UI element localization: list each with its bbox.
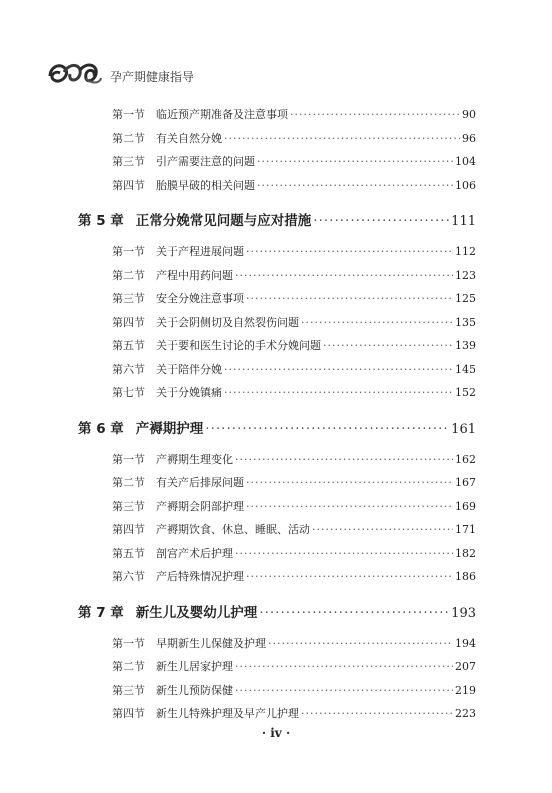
toc-section-entry[interactable]	[112, 130, 476, 146]
section-page-number: 123	[455, 268, 476, 282]
section-page-number: 106	[455, 178, 476, 192]
section-label: 第三节	[112, 292, 145, 305]
section-label: 第二节	[112, 131, 145, 145]
section-page-number: 125	[455, 292, 476, 305]
chapter-label: 第 6 章	[78, 420, 124, 437]
section-title: 有关自然分娩	[156, 131, 222, 145]
section-label: 第二节	[112, 660, 145, 673]
toc-section-entry[interactable]	[112, 153, 476, 169]
section-page-number: 219	[455, 683, 476, 697]
section-label: 第五节	[112, 546, 145, 560]
section-label: 第四节	[112, 707, 145, 720]
toc-section-entry[interactable]	[112, 314, 476, 330]
section-page-number: 162	[455, 452, 476, 466]
section-page-number: 152	[455, 386, 476, 399]
toc-section-entry[interactable]	[112, 498, 476, 514]
dot-leader	[301, 316, 453, 329]
toc-section-entry[interactable]	[112, 290, 476, 306]
toc-section-entry[interactable]	[112, 705, 476, 721]
toc-section-entry[interactable]	[112, 106, 476, 122]
section-page-number: 169	[455, 499, 476, 513]
section-title: 关于会阴侧切及自然裂伤问题	[156, 315, 299, 329]
section-page-number: 186	[455, 570, 476, 583]
dot-leader	[246, 476, 453, 489]
section-title: 安全分娩注意事项	[156, 292, 244, 305]
section-title: 关于要和医生讨论的手术分娩问题	[156, 339, 321, 352]
section-page-number: 135	[455, 315, 476, 329]
dot-leader	[235, 269, 453, 282]
dot-leader	[257, 155, 453, 168]
toc-section-entry[interactable]	[112, 635, 476, 651]
dot-leader	[290, 108, 460, 121]
section-page-number: 96	[462, 131, 476, 145]
section-title: 新生儿居家护理	[156, 660, 233, 673]
dot-leader	[312, 523, 453, 536]
section-title: 产后特殊情况护理	[156, 570, 244, 583]
section-page-number: 145	[455, 362, 476, 376]
section-page-number: 112	[455, 245, 476, 258]
section-title: 剖宫产术后护理	[156, 546, 233, 560]
section-title: 产褥期饮食、休息、睡眠、活动	[156, 523, 310, 536]
dot-leader	[257, 179, 453, 192]
dot-leader	[259, 605, 449, 621]
chapter-title: 新生儿及婴幼儿护理	[135, 604, 258, 621]
running-header	[46, 58, 194, 88]
ribbon-logo-icon	[46, 58, 104, 88]
dot-leader	[246, 570, 453, 583]
dot-leader	[301, 707, 453, 720]
toc-section-entry[interactable]	[112, 243, 476, 259]
section-label: 第二节	[112, 476, 145, 489]
dot-leader	[235, 684, 453, 697]
dot-leader	[246, 292, 453, 305]
section-label: 第五节	[112, 339, 145, 352]
section-label: 第七节	[112, 386, 145, 399]
section-label: 第二节	[112, 268, 145, 282]
section-page-number: 182	[455, 546, 476, 560]
section-label: 第三节	[112, 499, 145, 513]
section-page-number: 90	[462, 108, 476, 121]
toc-chapter-entry[interactable]	[78, 601, 476, 621]
toc-section-entry[interactable]	[112, 568, 476, 584]
chapter-label: 第 7 章	[78, 604, 124, 621]
section-title: 关于陪伴分娩	[156, 362, 222, 376]
dot-leader	[235, 547, 453, 560]
section-page-number: 194	[455, 636, 476, 650]
section-title: 临近预产期准备及注意事项	[156, 108, 288, 121]
dot-leader	[205, 421, 449, 437]
section-title: 产程中用药问题	[156, 268, 233, 282]
toc-section-entry[interactable]	[112, 521, 476, 537]
dot-leader	[224, 386, 453, 399]
toc-section-entry[interactable]	[112, 545, 476, 561]
chapter-page-number: 193	[451, 605, 476, 621]
dot-leader	[224, 363, 453, 376]
toc-section-entry[interactable]	[112, 451, 476, 467]
section-label: 第三节	[112, 683, 145, 697]
section-title: 产褥期生理变化	[156, 452, 233, 466]
section-title: 引产需要注意的问题	[156, 155, 255, 168]
chapter-title: 产褥期护理	[135, 420, 204, 437]
chapter-label: 第 5 章	[78, 213, 124, 229]
section-page-number: 171	[455, 523, 476, 536]
section-page-number: 139	[455, 339, 476, 352]
toc-section-entry[interactable]	[112, 337, 476, 353]
section-title: 新生儿预防保健	[156, 683, 233, 697]
section-title: 关于分娩镇痛	[156, 386, 222, 399]
dot-leader	[313, 213, 449, 229]
dot-leader	[323, 339, 453, 352]
section-title: 产褥期会阴部护理	[156, 499, 244, 513]
toc-section-entry[interactable]	[112, 474, 476, 490]
section-label: 第三节	[112, 155, 145, 168]
section-title: 新生儿特殊护理及早产儿护理	[156, 707, 299, 720]
chapter-page-number: 111	[451, 214, 476, 229]
page-number: · iv ·	[261, 726, 291, 740]
dot-leader	[224, 132, 460, 145]
toc-section-entry[interactable]	[112, 658, 476, 674]
toc-section-entry[interactable]	[112, 177, 476, 193]
toc-chapter-entry[interactable]	[78, 417, 476, 437]
section-title: 胎膜早破的相关问题	[156, 178, 255, 192]
section-page-number: 223	[455, 707, 476, 720]
toc-section-entry[interactable]	[112, 384, 476, 400]
chapter-title: 正常分娩常见问题与应对措施	[135, 213, 312, 229]
header-title: 孕产期健康指导	[110, 69, 195, 84]
dot-leader	[268, 637, 453, 650]
toc-section-entry[interactable]	[112, 267, 476, 283]
section-label: 第四节	[112, 178, 145, 192]
section-page-number: 167	[455, 476, 476, 489]
section-label: 第四节	[112, 523, 145, 536]
section-title: 早期新生儿保健及护理	[156, 636, 266, 650]
dot-leader	[235, 660, 453, 673]
dot-leader	[246, 245, 453, 258]
section-title: 有关产后排尿问题	[156, 476, 244, 489]
section-title: 关于产程进展问题	[156, 245, 244, 258]
dot-leader	[235, 453, 453, 466]
section-label: 第一节	[112, 636, 145, 650]
toc-section-entry[interactable]	[112, 361, 476, 377]
section-label: 第六节	[112, 362, 145, 376]
section-label: 第一节	[112, 108, 145, 121]
section-label: 第一节	[112, 245, 145, 258]
chapter-page-number: 161	[451, 421, 476, 437]
section-page-number: 104	[455, 155, 476, 168]
toc-chapter-entry[interactable]	[78, 209, 476, 229]
dot-leader	[246, 500, 453, 513]
toc-section-entry[interactable]	[112, 682, 476, 698]
section-label: 第四节	[112, 315, 145, 329]
section-page-number: 207	[455, 660, 476, 673]
section-label: 第六节	[112, 570, 145, 583]
section-label: 第一节	[112, 452, 145, 466]
